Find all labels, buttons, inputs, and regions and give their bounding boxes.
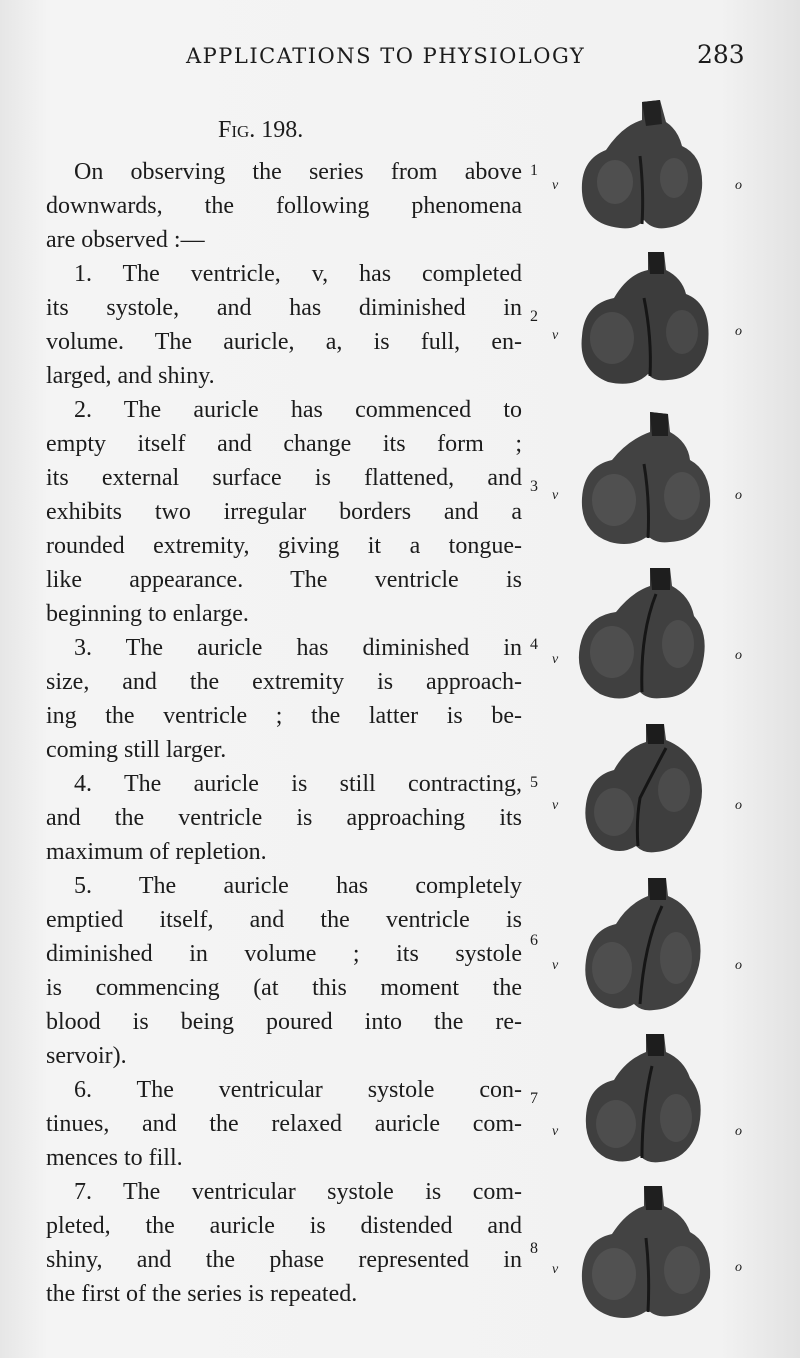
text-line: its external surface is flattened, and (46, 465, 522, 491)
text-line: maximum of repletion. (46, 839, 267, 865)
heart-panel-3 (530, 408, 760, 558)
text-line: downwards, the following phenomena (46, 193, 522, 219)
text-line: rounded extremity, giving it a tongue- (46, 533, 522, 559)
heart-image (570, 874, 720, 1019)
text-line: 4. The auricle is still contracting, (74, 771, 522, 797)
heart-image (570, 718, 720, 863)
text-line: like appearance. The ventricle is (46, 567, 522, 593)
ventricle-label: v (552, 178, 559, 193)
text-line: its systole, and has diminished in (46, 295, 522, 321)
heart-panel-2 (530, 248, 760, 398)
text-line: emptied itself, and the ventricle is (46, 907, 522, 933)
auricle-label: o (735, 958, 742, 973)
panel-number: 6 (530, 932, 538, 949)
text-line: 2. The auricle has commenced to (74, 397, 522, 423)
text-line: beginning to enlarge. (46, 601, 249, 627)
text-line: servoir). (46, 1043, 127, 1069)
text-line: the first of the series is repeated. (46, 1281, 358, 1307)
panel-number: 5 (530, 774, 538, 791)
auricle-label: o (735, 1124, 742, 1139)
text-line: size, and the extremity is approach- (46, 669, 522, 695)
text-line: 3. The auricle has diminished in (74, 635, 522, 661)
text-line: empty itself and change its form ; (46, 431, 522, 457)
ventricle-label: v (552, 652, 559, 667)
ventricle-label: v (552, 328, 559, 343)
ventricle-label: v (552, 1124, 559, 1139)
text-line: coming still larger. (46, 737, 227, 763)
panel-number: 1 (530, 162, 538, 179)
text-line: On observing the series from above (74, 159, 522, 185)
ventricle-label: v (552, 488, 559, 503)
auricle-label: o (735, 798, 742, 813)
text-line: shiny, and the phase represented in (46, 1247, 522, 1273)
text-line: ing the ventricle ; the latter is be- (46, 703, 522, 729)
heart-image (570, 1028, 720, 1173)
page-number: 283 (697, 40, 745, 69)
text-line: blood is being poured into the re- (46, 1009, 522, 1035)
text-line: 1. The ventricle, v, has completed (74, 261, 522, 287)
heart-image (570, 248, 720, 393)
heart-panel-6 (530, 874, 760, 1024)
auricle-label: o (735, 178, 742, 193)
text-line: pleted, the auricle is distended and (46, 1213, 522, 1239)
ventricle-label: v (552, 1262, 559, 1277)
heart-image (570, 408, 720, 553)
text-line: 5. The auricle has completely (74, 873, 522, 899)
heart-panel-1 (530, 96, 760, 246)
auricle-label: o (735, 324, 742, 339)
panel-number: 8 (530, 1240, 538, 1257)
panel-number: 3 (530, 478, 538, 495)
panel-number: 2 (530, 308, 538, 325)
text-line: volume. The auricle, a, is full, en- (46, 329, 522, 355)
auricle-label: o (735, 488, 742, 503)
figure-caption: Fig. 198. (218, 117, 304, 143)
heart-figure-series (530, 96, 760, 1326)
heart-panel-4 (530, 564, 760, 714)
heart-image (570, 96, 720, 241)
text-line: exhibits two irregular borders and a (46, 499, 522, 525)
panel-number: 4 (530, 636, 538, 653)
heart-image (570, 1182, 720, 1327)
text-line: diminished in volume ; its systole (46, 941, 522, 967)
heart-panel-5 (530, 718, 760, 868)
text-line: are observed :— (46, 227, 205, 253)
heart-panel-7 (530, 1028, 760, 1178)
heart-image (570, 564, 720, 709)
ventricle-label: v (552, 958, 559, 973)
body-text (46, 155, 522, 1311)
auricle-label: o (735, 648, 742, 663)
panel-number: 7 (530, 1090, 538, 1107)
text-line: 7. The ventricular systole is com- (74, 1179, 522, 1205)
heart-panel-8 (530, 1182, 760, 1332)
auricle-label: o (735, 1260, 742, 1275)
text-line: 6. The ventricular systole con- (74, 1077, 522, 1103)
text-line: tinues, and the relaxed auricle com- (46, 1111, 522, 1137)
text-line: larged, and shiny. (46, 363, 215, 389)
text-line: mences to fill. (46, 1145, 183, 1171)
running-header: APPLICATIONS TO PHYSIOLOGY (186, 44, 586, 68)
text-line: and the ventricle is approaching its (46, 805, 522, 831)
text-line: is commencing (at this moment the (46, 975, 522, 1001)
ventricle-label: v (552, 798, 559, 813)
